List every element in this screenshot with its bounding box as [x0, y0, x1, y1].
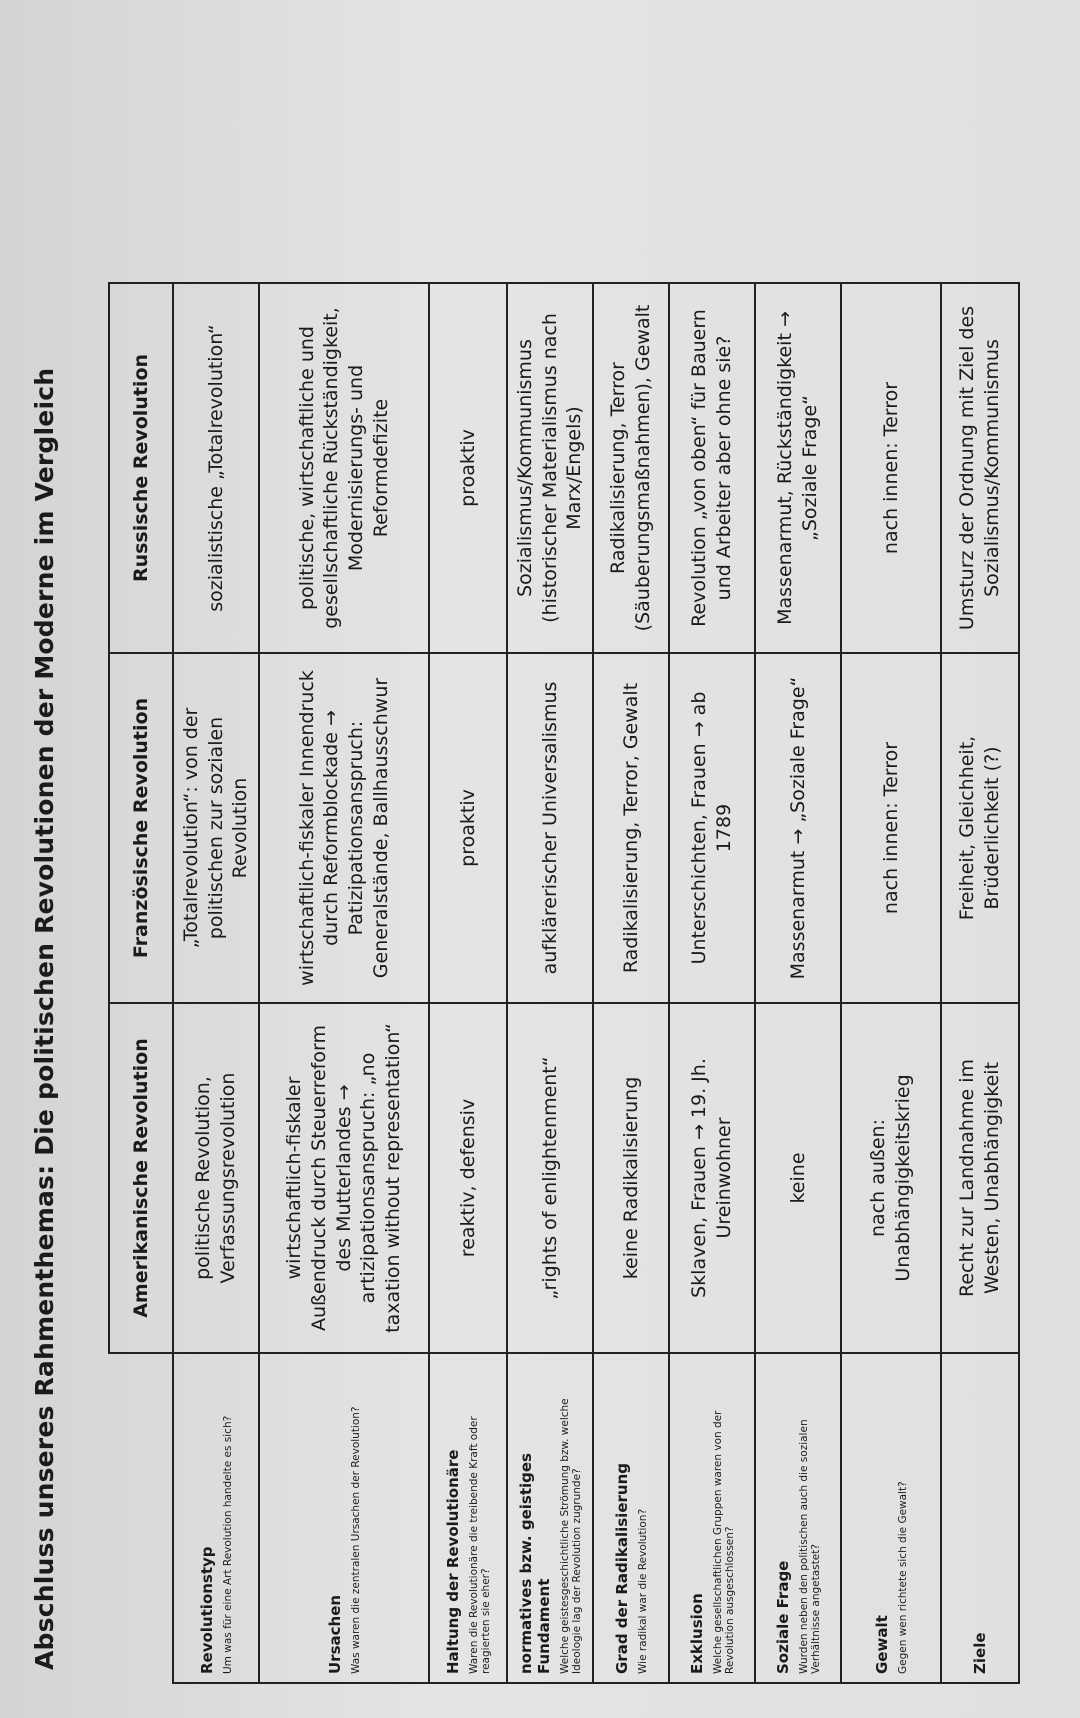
table-cell: nach innen: Terror — [841, 283, 941, 653]
table-cell: politische Revolution, Verfassungsrevolution — [173, 1003, 259, 1353]
table-cell: reaktiv, defensiv — [429, 1003, 507, 1353]
row-header — [507, 1353, 593, 1683]
table-cell: Recht zur Landnahme im Westen, Unabhängigkeit — [941, 1003, 1019, 1353]
row-title: Grad der Radikalisierung — [612, 1463, 631, 1674]
table-cell: wirtschaftlich-fiskaler Innendruck durch Reformblockade → Patizipationsanspruch: Generalstände, Ballhausschwur — [259, 653, 429, 1003]
table-cell: keine Radikalisierung — [593, 1003, 669, 1353]
row-title: Revolutionstyp — [197, 1546, 216, 1674]
table-cell: nach außen: Unabhängigkeitskrieg — [841, 1003, 941, 1353]
column-header-american: Amerikanische Revolution — [109, 1003, 173, 1353]
table-row — [507, 283, 593, 1683]
table-cell: nach innen: Terror — [841, 653, 941, 1003]
table-cell: Radikalisierung, Terror (Säuberungsmaßnahmen), Gewalt — [593, 283, 669, 653]
row-question: Waren die Revolutionäre die treibende Kraft oder reagierten sie eher? — [467, 1416, 492, 1674]
table-cell: Radikalisierung, Terror, Gewalt — [593, 653, 669, 1003]
column-header-french: Französische Revolution — [109, 653, 173, 1003]
row-header — [841, 1353, 941, 1683]
row-question: Gegen wen richtete sich die Gewalt? — [896, 1481, 909, 1674]
row-header — [941, 1353, 1019, 1683]
table-cell: aufklärerischer Universalismus — [507, 653, 593, 1003]
row-title: Ziele — [971, 1632, 989, 1674]
corner-cell — [109, 1353, 173, 1683]
table-cell: Massenarmut, Rückständigkeit → „Soziale Frage“ — [755, 283, 841, 653]
row-header — [593, 1353, 669, 1683]
table-cell: Umsturz der Ordnung mit Ziel des Sozialismus/Kommunismus — [941, 283, 1019, 653]
comparison-table — [108, 282, 1020, 1684]
table-cell: „Totalrevolution“: von der politischen zur sozialen Revolution — [173, 653, 259, 1003]
row-title: Haltung der Revolutionäre — [443, 1449, 462, 1674]
table-row — [259, 283, 429, 1683]
table-cell: Unterschichten, Frauen → ab 1789 — [669, 653, 755, 1003]
page-title: Abschluss unseres Rahmenthemas: Die politischen Revolutionen der Moderne im Vergleich — [30, 367, 59, 1670]
table-cell: Sklaven, Frauen → 19. Jh. Ureinwohner — [669, 1003, 755, 1353]
row-question: Wie radikal war die Revolution? — [636, 1508, 649, 1674]
table-cell: politische, wirtschaftliche und gesellschaftliche Rückständigkeit, Modernisierungs- und Reformdefizite — [259, 283, 429, 653]
row-title: Exklusion — [687, 1593, 706, 1674]
table-row — [669, 283, 755, 1683]
row-question: Welche gesellschaftlichen Gruppen waren von der Revolution ausgeschlossen? — [711, 1410, 736, 1674]
table-cell: Revolution „von oben“ für Bauern und Arbeiter aber ohne sie? — [669, 283, 755, 653]
table-cell: wirtschaftlich-fiskaler Außendruck durch Steuerreform des Mutterlandes → artizipationsanspruch: „no taxation without representation“ — [259, 1003, 429, 1353]
row-header — [429, 1353, 507, 1683]
row-title: Ursachen — [325, 1594, 344, 1674]
table-cell: proaktiv — [429, 283, 507, 653]
row-question: Wurden neben den politischen auch die sozialen Verhältnisse angetastet? — [797, 1419, 822, 1674]
table-cell: keine — [755, 1003, 841, 1353]
header-row — [109, 283, 173, 1683]
table-cell: proaktiv — [429, 653, 507, 1003]
table-row — [841, 283, 941, 1683]
row-question: Um was für eine Art Revolution handelte es sich? — [221, 1415, 234, 1674]
table-row — [755, 283, 841, 1683]
table-cell: sozialistische „Totalrevolution“ — [173, 283, 259, 653]
table-row — [173, 283, 259, 1683]
row-title: Soziale Frage — [773, 1560, 792, 1674]
table-row — [429, 283, 507, 1683]
row-title: Gewalt — [872, 1615, 891, 1674]
row-header — [669, 1353, 755, 1683]
row-header — [173, 1353, 259, 1683]
table-row — [941, 283, 1019, 1683]
row-header — [259, 1353, 429, 1683]
row-title: normatives bzw. geistiges Fundament — [516, 1453, 553, 1674]
table-row — [593, 283, 669, 1683]
table-cell: Sozialismus/Kommunismus (historischer Materialismus nach Marx/Engels) — [507, 283, 593, 653]
row-question: Welche geistesgeschichtliche Strömung bzw. welche Ideologie lag der Revolution zugrunde? — [558, 1398, 583, 1674]
table-cell: Freiheit, Gleichheit, Brüderlichkeit (?) — [941, 653, 1019, 1003]
column-header-russian: Russische Revolution — [109, 283, 173, 653]
row-header — [755, 1353, 841, 1683]
table-cell: „rights of enlightenment“ — [507, 1003, 593, 1353]
table-cell: Massenarmut → „Soziale Frage“ — [755, 653, 841, 1003]
row-question: Was waren die zentralen Ursachen der Revolution? — [349, 1406, 362, 1674]
